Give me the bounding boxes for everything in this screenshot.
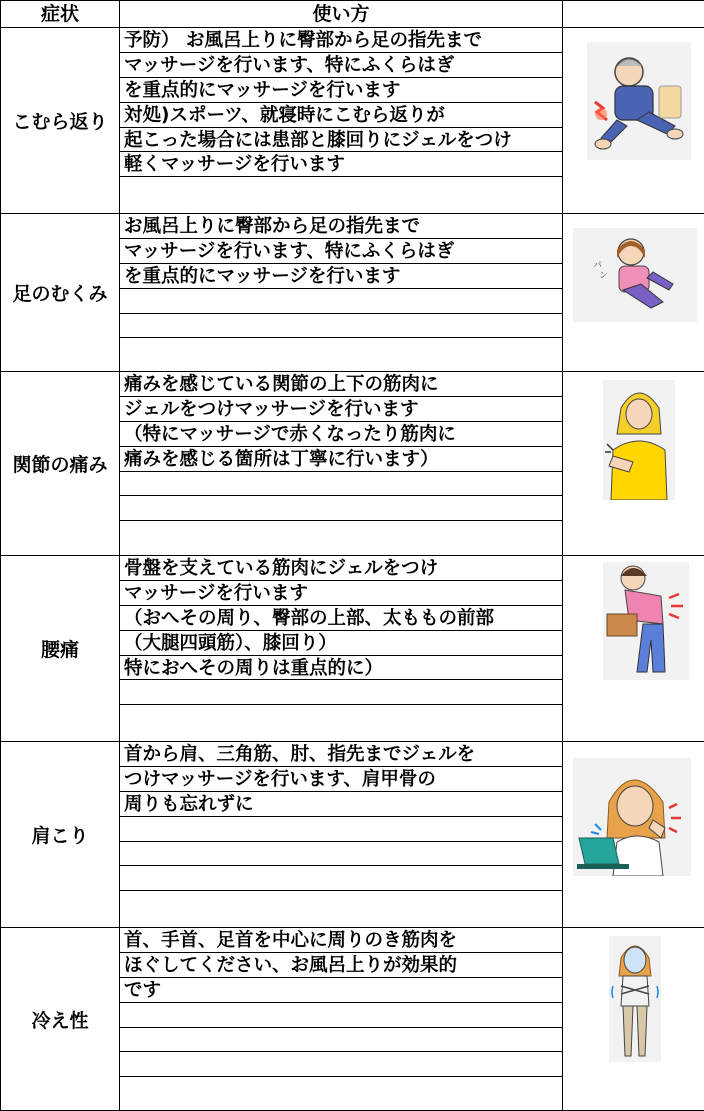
symptom-cell: 足のむくみ [1, 214, 120, 372]
usage-line: 周りも忘れずに [120, 792, 562, 817]
usage-line: お風呂上りに臀部から足の指先まで [120, 214, 562, 239]
usage-line: です [120, 978, 562, 1003]
stiff-shoulder-illustration-icon [573, 758, 691, 876]
illustration-cell [563, 928, 704, 1111]
usage-line [120, 866, 562, 891]
usage-line: 首、手首、足首を中心に周りのき筋肉を [120, 928, 562, 953]
table-row [1, 28, 704, 214]
usage-line [120, 680, 562, 705]
usage-line [120, 314, 562, 339]
usage-line: 予防） お風呂上りに臀部から足の指先まで [120, 28, 562, 53]
usage-line: （おへその周り、臀部の上部、太ももの前部 [120, 606, 562, 631]
usage-line [120, 177, 562, 202]
usage-line [120, 891, 562, 916]
usage-line [120, 338, 562, 363]
swollen-leg-illustration-icon [573, 228, 697, 322]
usage-line: を重点的にマッサージを行います [120, 264, 562, 289]
usage-line [120, 705, 562, 730]
usage-line [120, 521, 562, 546]
table-row [1, 928, 704, 1111]
usage-line: 骨盤を支えている筋肉にジェルをつけ [120, 556, 562, 581]
table-row [1, 214, 704, 372]
header-usage: 使い方 [120, 1, 563, 28]
usage-line [120, 842, 562, 867]
svg-text:パ: パ [593, 261, 603, 271]
usage-line: 起こった場合には患部と膝回りにジェルをつけ [120, 128, 562, 153]
usage-line: 痛みを感じている関節の上下の筋肉に [120, 372, 562, 397]
usage-cell [120, 372, 563, 556]
usage-line: 痛みを感じる箇所は丁寧に行います） [120, 447, 562, 472]
illustration-cell [563, 742, 704, 928]
table-row [1, 372, 704, 556]
usage-cell [120, 28, 563, 214]
usage-line [120, 1077, 562, 1102]
usage-line [120, 472, 562, 497]
usage-line [120, 817, 562, 842]
back-pain-illustration-icon [603, 562, 689, 680]
usage-line: を重点的にマッサージを行います [120, 78, 562, 103]
usage-line: （特にマッサージで赤くなったり筋肉に [120, 422, 562, 447]
symptom-cell: 肩こり [1, 742, 120, 928]
svg-text:ン: ン [599, 271, 609, 281]
illustration-cell [563, 28, 704, 214]
symptom-cell: 冷え性 [1, 928, 120, 1111]
usage-line [120, 289, 562, 314]
symptom-cell: 関節の痛み [1, 372, 120, 556]
usage-line: マッサージを行います [120, 581, 562, 606]
usage-line: 首から肩、三角筋、肘、指先までジェルを [120, 742, 562, 767]
usage-line [120, 496, 562, 521]
usage-line [120, 1028, 562, 1053]
header-image [563, 1, 704, 28]
usage-line: ほぐしてください、お風呂上りが効果的 [120, 953, 562, 978]
usage-line: マッサージを行います、特にふくらはぎ [120, 53, 562, 78]
illustration-cell [563, 214, 704, 372]
shivering-cold-illustration-icon [609, 936, 661, 1062]
usage-line: つけマッサージを行います、肩甲骨の [120, 767, 562, 792]
leg-cramp-illustration-icon [587, 42, 691, 160]
usage-cell [120, 742, 563, 928]
usage-line: マッサージを行います、特にふくらはぎ [120, 239, 562, 264]
usage-cell [120, 556, 563, 742]
usage-line: （大腿四頭筋）、膝回り） [120, 631, 562, 656]
header-row [1, 1, 704, 28]
usage-line: 対処)スポーツ、就寝時にこむら返りが [120, 103, 562, 128]
usage-cell [120, 214, 563, 372]
table-row [1, 742, 704, 928]
symptom-cell: こむら返り [1, 28, 120, 214]
table-row [1, 556, 704, 742]
usage-line [120, 1003, 562, 1028]
usage-line: 軽くマッサージを行います [120, 152, 562, 177]
wrist-pain-illustration-icon [603, 380, 675, 500]
header-symptom: 症状 [1, 1, 120, 28]
illustration-cell [563, 372, 704, 556]
illustration-cell [563, 556, 704, 742]
usage-line: ジェルをつけマッサージを行います [120, 397, 562, 422]
usage-cell [120, 928, 563, 1111]
symptom-cell: 腰痛 [1, 556, 120, 742]
usage-line [120, 1052, 562, 1077]
usage-line: 特におへその周りは重点的に） [120, 656, 562, 681]
